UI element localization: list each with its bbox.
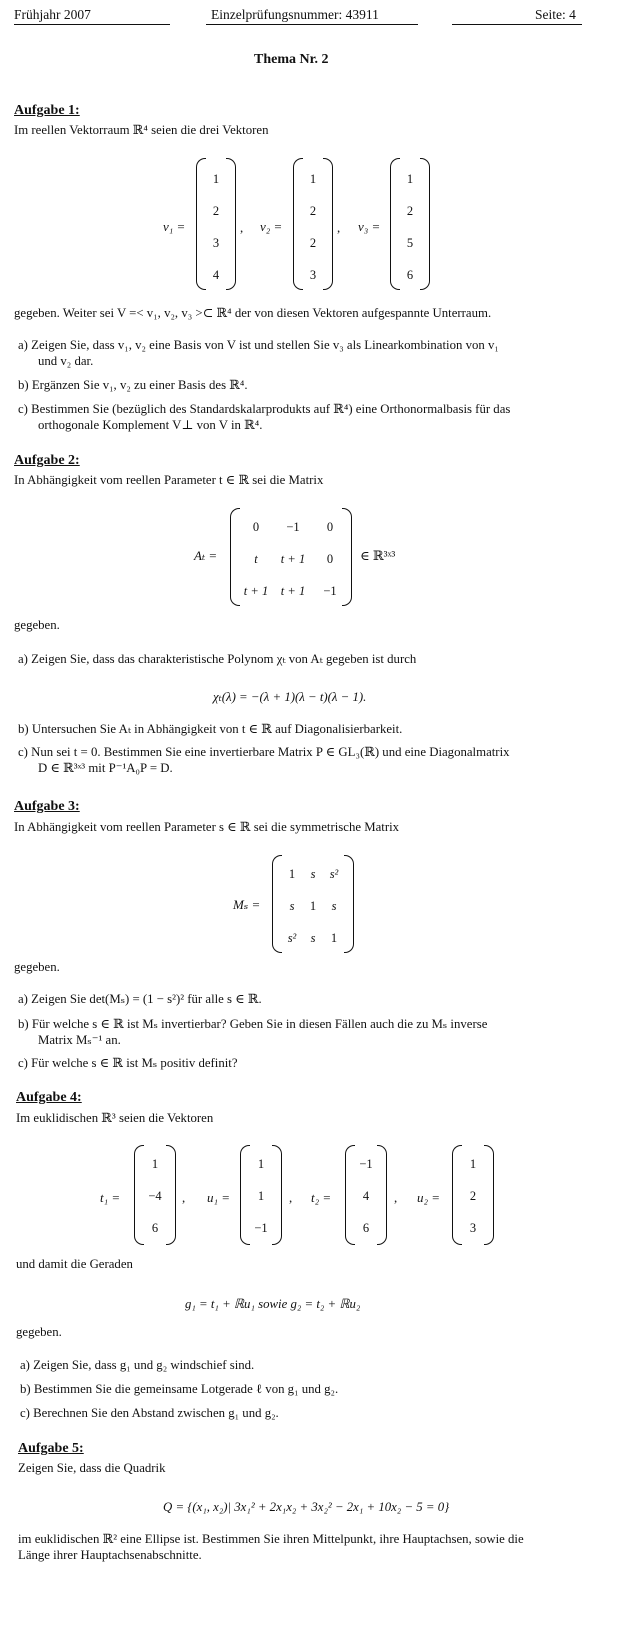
u2-vector: 1 2 3	[452, 1145, 494, 1245]
v1-vector: 1 2 3 4	[196, 158, 236, 290]
aufgabe-3-intro: In Abhängigkeit vom reellen Parameter s ∈ ℝ sei die symmetrische Matrix	[14, 820, 400, 834]
t1-vector: 1 −4 6	[134, 1145, 176, 1245]
aufgabe-1-c-line1: c) Bestimmen Sie (bezüglich des Standardskalarprodukts auf ℝ⁴) eine Orthonormalbasis für das	[18, 402, 511, 416]
u2-label: u₂ =	[417, 1190, 441, 1205]
aufgabe-1-a-line1: a) Zeigen Sie, dass v₁, v₂ eine Basis von V ist und stellen Sie v₃ als Linearkombination von v₁	[18, 338, 499, 352]
v2-vector: 1 2 2 3	[293, 158, 333, 290]
aufgabe-4-given: gegeben.	[16, 1325, 62, 1339]
lines-formula: g₁ = t₁ + ℝu₁ sowie g₂ = t₂ + ℝu₂	[185, 1297, 361, 1311]
matrix-a-space: ∈ ℝ³ˣ³	[360, 548, 396, 563]
aufgabe-2-title: Aufgabe 2:	[14, 453, 80, 468]
aufgabe-2-given: gegeben.	[14, 618, 60, 632]
aufgabe-4-c: c) Berechnen Sie den Abstand zwischen g₁ und g₂.	[20, 1406, 279, 1420]
header-exam-number: Einzelprüfungsnummer: 43911	[211, 7, 379, 22]
u1-vector: 1 1 −1	[240, 1145, 282, 1245]
header-page: Seite: 4	[535, 7, 576, 22]
header-rule-right	[452, 24, 582, 25]
matrix-m-label: Mₛ =	[233, 897, 261, 912]
aufgabe-2-a: a) Zeigen Sie, dass das charakteristische Polynom χₜ von Aₜ gegeben ist durch	[18, 652, 417, 666]
v3-label: v₃ =	[358, 219, 381, 234]
aufgabe-1-intro: Im reellen Vektorraum ℝ⁴ seien die drei Vektoren	[14, 123, 269, 137]
aufgabe-5-line1: im euklidischen ℝ² eine Ellipse ist. Bestimmen Sie ihren Mittelpunkt, ihre Hauptachsen, sowie die	[18, 1532, 524, 1546]
v1-label: v₁ =	[163, 219, 186, 234]
thema-title: Thema Nr. 2	[254, 52, 329, 67]
matrix-a-label: Aₜ =	[194, 548, 218, 563]
v2-label: v₂ =	[260, 219, 283, 234]
aufgabe-3-b-line2: Matrix Mₛ⁻¹ an.	[38, 1033, 121, 1047]
aufgabe-4-b: b) Bestimmen Sie die gemeinsame Lotgerade ℓ von g₁ und g₂.	[20, 1382, 339, 1396]
aufgabe-2-intro: In Abhängigkeit vom reellen Parameter t ∈ ℝ sei die Matrix	[14, 473, 324, 487]
v3-vector: 1 2 5 6	[390, 158, 430, 290]
aufgabe-3-a: a) Zeigen Sie det(Mₛ) = (1 − s²)² für alle s ∈ ℝ.	[18, 992, 262, 1006]
matrix-m: 1 s s² s 1 s s² s 1	[272, 855, 354, 953]
aufgabe-3-title: Aufgabe 3:	[14, 799, 80, 814]
u1-label: u₁ =	[207, 1190, 231, 1205]
aufgabe-1-b: b) Ergänzen Sie v₁, v₂ zu einer Basis des ℝ⁴.	[18, 378, 248, 392]
header-rule-center	[206, 24, 418, 25]
aufgabe-3-given: gegeben.	[14, 960, 60, 974]
header-rule-left	[14, 24, 170, 25]
t2-label: t₂ =	[311, 1190, 332, 1205]
aufgabe-2-c-line1: c) Nun sei t = 0. Bestimmen Sie eine invertierbare Matrix P ∈ GL₃(ℝ) und eine Diagonalmatrix	[18, 745, 510, 759]
aufgabe-5-intro: Zeigen Sie, dass die Quadrik	[18, 1461, 166, 1475]
aufgabe-4-title: Aufgabe 4:	[16, 1090, 82, 1105]
aufgabe-1-span: gegeben. Weiter sei V =< v₁, v₂, v₃ >⊂ ℝ⁴ der von diesen Vektoren aufgespannte Unterraum.	[14, 306, 492, 320]
aufgabe-5-line2: Länge ihrer Hauptachsenabschnitte.	[18, 1548, 202, 1562]
char-poly-formula: χₜ(λ) = −(λ + 1)(λ − t)(λ − 1).	[213, 690, 367, 704]
aufgabe-4-a: a) Zeigen Sie, dass g₁ und g₂ windschief sind.	[20, 1358, 255, 1372]
aufgabe-1-a-line2: und v₂ dar.	[38, 354, 94, 368]
aufgabe-2-c-line2: D ∈ ℝ³ˣ³ mit P⁻¹A₀P = D.	[38, 761, 173, 775]
aufgabe-3-c: c) Für welche s ∈ ℝ ist Mₛ positiv definit?	[18, 1056, 238, 1070]
aufgabe-3-b-line1: b) Für welche s ∈ ℝ ist Mₛ invertierbar? Geben Sie in diesen Fällen auch die zu Mₛ inverse	[18, 1017, 488, 1031]
aufgabe-4-intro: Im euklidischen ℝ³ seien die Vektoren	[16, 1111, 214, 1125]
aufgabe-2-b: b) Untersuchen Sie Aₜ in Abhängigkeit von t ∈ ℝ auf Diagonalisierbarkeit.	[18, 722, 403, 736]
aufgabe-5-title: Aufgabe 5:	[18, 1441, 84, 1456]
aufgabe-1-title: Aufgabe 1:	[14, 103, 80, 118]
quadric-formula: Q = {(x₁, x₂)| 3x₁² + 2x₁x₂ + 3x₂² − 2x₁ + 10x₂ − 5 = 0}	[163, 1500, 450, 1514]
aufgabe-4-lines-intro: und damit die Geraden	[16, 1257, 133, 1271]
t2-vector: −1 4 6	[345, 1145, 387, 1245]
t1-label: t₁ =	[100, 1190, 121, 1205]
matrix-a: 0 −1 0 t t + 1 0 t + 1 t + 1 −1	[230, 508, 352, 606]
header-date: Frühjahr 2007	[14, 7, 91, 22]
aufgabe-1-c-line2: orthogonale Komplement V⊥ von V in ℝ⁴.	[38, 418, 263, 432]
